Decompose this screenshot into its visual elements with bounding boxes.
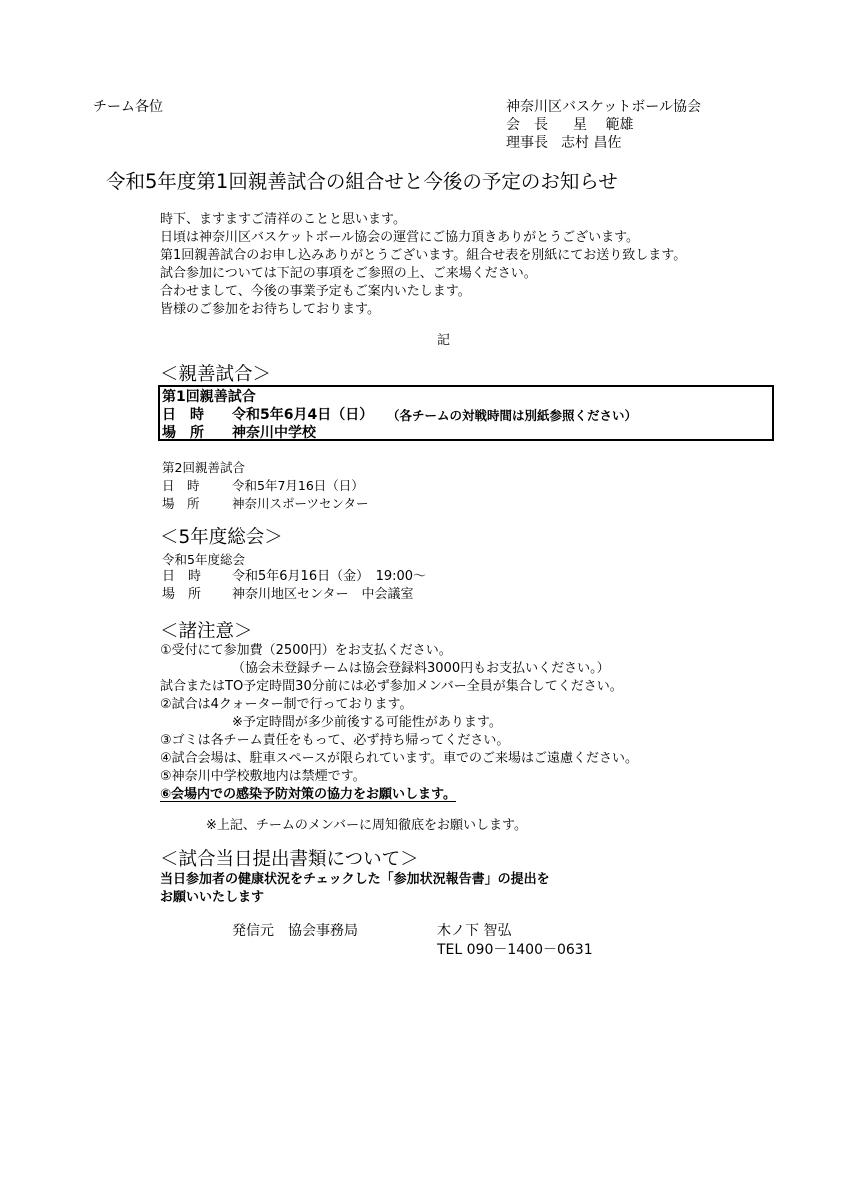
note-line-2: （協会未登録チームは協会登録料3000円もお支払いください。）: [232, 661, 610, 676]
general-meeting-place: 神奈川地区センター 中会議室: [232, 587, 414, 602]
general-meeting-name: 令和5年度総会: [162, 552, 245, 567]
intro-line-6: 皆様のご参加をお待ちしております。: [160, 302, 380, 317]
intro-line-5: 合わせまして、今後の事業予定もご案内いたします。: [160, 284, 471, 299]
second-match-date-label: 日 時: [162, 478, 200, 493]
organization-name: 神奈川区バスケットボール協会: [506, 99, 702, 115]
first-match-date: 令和5年6月4日（日）: [232, 407, 374, 423]
intro-line-1: 時下、ますますご清祥のことと思います。: [160, 212, 406, 227]
first-match-date-note: （各チームの対戦時間は別紙参照ください）: [387, 408, 638, 423]
general-meeting-date-label: 日 時: [162, 569, 202, 584]
intro-line-4: 試合参加については下記の事項をご参照の上、ご来場ください。: [160, 266, 537, 281]
documents-line-1: 当日参加者の健康状況をチェックした「参加状況報告書」の提出を: [160, 872, 550, 887]
sender-label: 発信元 協会事務局: [232, 923, 358, 939]
documents-line-2: お願いいたします: [160, 890, 265, 905]
intro-line-3: 第1回親善試合のお申し込みありがとうございます。組合せ表を別紙にてお送り致します。: [160, 248, 687, 263]
intro-line-2: 日頃は神奈川区バスケットボール協会の運営にご協力頂きありがとうございます。: [160, 230, 640, 245]
ki-mark: 記: [437, 333, 451, 348]
note-line-6: ③ゴミは各チーム責任をもって、必ず持ち帰ってください。: [160, 733, 510, 748]
note-line-8: ⑤神奈川中学校敷地内は禁煙です。: [160, 769, 366, 784]
second-match-place-label: 場 所: [162, 496, 200, 511]
second-match-date: 令和5年7月16日（日）: [232, 478, 364, 493]
first-match-name: 第1回親善試合: [162, 389, 256, 405]
note-line-7: ④試合会場は、駐車スペースが限られています。車でのご来場はご遠慮ください。: [160, 751, 638, 766]
first-match-place-label: 場 所: [162, 425, 204, 441]
general-meeting-date: 令和5年6月16日（金） 19:00～: [232, 569, 427, 584]
second-match-place: 神奈川スポーツセンター: [232, 496, 369, 511]
note-line-5: ※予定時間が多少前後する可能性があります。: [232, 715, 502, 730]
director-name: 志村 昌佐: [561, 135, 622, 151]
first-match-date-label: 日 時: [162, 407, 204, 423]
president-title: 会 長: [506, 117, 548, 133]
general-meeting-place-label: 場 所: [162, 587, 202, 602]
first-match-place: 神奈川中学校: [232, 425, 316, 441]
second-match-name: 第2回親善試合: [162, 460, 245, 475]
sender-name: 木ノ下 智弘: [437, 923, 512, 939]
addressee: チーム各位: [93, 99, 163, 115]
friendly-heading: ＜親善試合＞: [160, 364, 272, 385]
president-name: 星 範雄: [573, 117, 634, 133]
document-title: 令和5年度第1回親善試合の組合せと今後の予定のお知らせ: [106, 170, 618, 193]
documents-heading: ＜試合当日提出書類について＞: [160, 849, 419, 870]
note-line-1: ①受付にて参加費（2500円）をお支払ください。: [160, 643, 452, 658]
note-line-4: ②試合は4クォーター制で行っております。: [160, 697, 413, 712]
notes-footnote: ※上記、チームのメンバーに周知徹底をお願いします。: [206, 818, 527, 833]
note-line-9: ⑥会場内での感染予防対策の協力をお願いします。: [160, 787, 456, 802]
general-meeting-heading: ＜5年度総会＞: [160, 527, 283, 548]
sender-tel: TEL 090－1400－0631: [437, 942, 593, 958]
director-title: 理事長: [506, 135, 548, 151]
note-line-3: 試合またはTO予定時間30分前には必ず参加メンバー全員が集合してください。: [160, 679, 623, 694]
notes-heading: ＜諸注意＞: [160, 621, 253, 642]
